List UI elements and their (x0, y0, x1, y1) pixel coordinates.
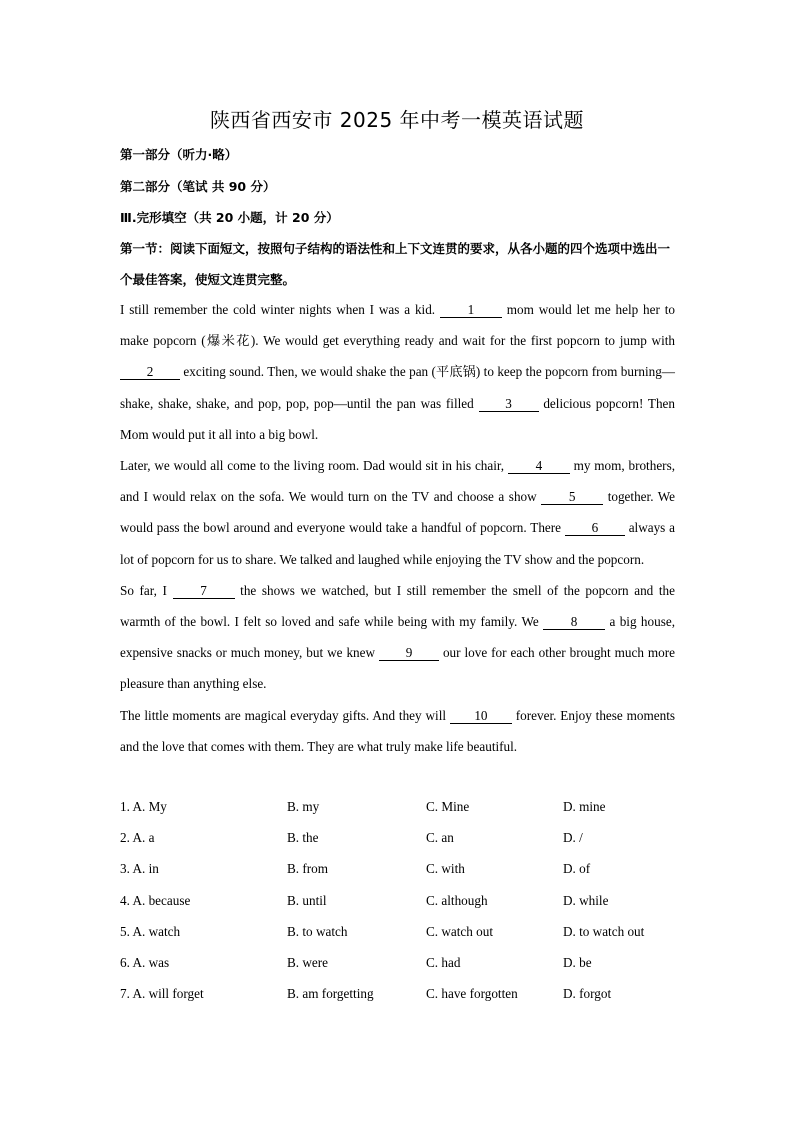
option-b: B. to watch (287, 923, 348, 939)
passage (120, 294, 675, 762)
blank-1: 1 (440, 303, 502, 318)
option-row-4 (120, 887, 680, 918)
option-a: 3. A. in (120, 861, 159, 877)
passage-text: our love for each other brought much more pleasure than anything else. (120, 645, 675, 692)
part2-heading: 第二部分（笔试 共 90 分） (120, 179, 276, 194)
passage-paragraph-3 (120, 575, 675, 700)
blank-6: 6 (565, 521, 625, 536)
passage-text: So far, I (120, 582, 173, 598)
option-d: D. / (563, 830, 583, 846)
option-b: B. from (287, 861, 329, 877)
passage-text: together. We would pass the bowl around and everyone would take a handful of popcorn. There (120, 489, 676, 536)
option-a: 5. A. watch (120, 923, 181, 939)
part1-heading: 第一部分（听力·略） (120, 147, 238, 162)
option-row-6 (120, 949, 680, 980)
page-title: 陕西省西安市 2025 年中考一模英语试题 (209, 108, 585, 132)
option-d: D. be (563, 954, 592, 970)
passage-text: a big house, expensive snacks or much money, but we knew (120, 614, 675, 661)
passage-paragraph-1 (120, 294, 675, 450)
option-row-5 (120, 918, 680, 949)
section3-heading: Ⅲ.完形填空（共 20 小题，计 20 分） (120, 210, 339, 225)
option-b: B. my (287, 799, 320, 814)
option-row-3 (120, 855, 680, 886)
option-b: B. until (287, 892, 327, 908)
blank-10: 10 (450, 709, 512, 724)
option-d: D. while (563, 892, 609, 908)
blank-5: 5 (541, 490, 603, 505)
option-a: 2. A. a (120, 830, 155, 846)
option-a: 4. A. because (120, 892, 191, 908)
option-d: D. to watch out (563, 923, 645, 939)
passage-text: always a lot of popcorn for us to share. We talked and laughed while enjoying the TV show and the popcorn. (120, 520, 675, 567)
passage-text: forever. Enjoy these moments and the love that comes with them. They are what truly make life beautiful. (120, 707, 675, 754)
option-a: 1. A. My (120, 799, 167, 814)
passage-text: exciting sound. Then, we would shake the pan (平底锅) to keep the popcorn from burning— shake, shake, shake, and pop, pop, pop—until the pan was filled (120, 364, 675, 411)
options-list (120, 793, 680, 1011)
passage-text: mom would let me help her to make popcorn (爆米花). We would get everything ready and wait for the first popcorn to jump with (120, 302, 675, 349)
blank-2: 2 (120, 365, 180, 380)
option-a: 7. A. will forget (120, 986, 204, 1002)
blank-4: 4 (508, 459, 570, 474)
passage-text: my mom, brothers, and I would relax on the sofa. We would turn on the TV and choose a show (120, 458, 675, 505)
passage-paragraph-4 (120, 700, 675, 762)
option-row-7 (120, 980, 680, 1011)
option-b: B. the (287, 830, 319, 846)
passage-text: Later, we would all come to the living room. Dad would sit in his chair, (120, 458, 508, 474)
option-a: 6. A. was (120, 954, 170, 970)
option-c: C. have forgotten (426, 986, 518, 1002)
option-c: C. watch out (426, 923, 494, 939)
option-row-1 (120, 793, 680, 824)
passage-text: the shows we watched, but I still remember the smell of the popcorn and the warmth of the bowl. I felt so loved and safe while being with my family. We (120, 582, 675, 630)
option-b: B. am forgetting (287, 986, 374, 1002)
passage-text: I still remember the cold winter nights when I was a kid. (120, 302, 440, 317)
option-c: C. although (426, 892, 488, 908)
blank-7: 7 (173, 584, 235, 599)
instruction-text: 第一节：阅读下面短文，按照句子结构的语法性和上下文连贯的要求，从各小题的四个选项中选出一个最佳答案，使短文连贯完整。 (120, 241, 671, 287)
option-c: C. with (426, 861, 465, 877)
passage-paragraph-2 (120, 450, 675, 575)
blank-8: 8 (543, 615, 605, 630)
passage-text: The little moments are magical everyday gifts. And they will (120, 707, 450, 723)
blank-9: 9 (379, 646, 439, 661)
option-d: D. forgot (563, 986, 612, 1002)
option-c: C. Mine (426, 799, 470, 814)
option-d: D. mine (563, 799, 606, 814)
option-d: D. of (563, 861, 591, 877)
passage-text: delicious popcorn! Then Mom would put it all into a big bowl. (120, 395, 676, 442)
option-c: C. an (426, 830, 454, 846)
option-row-2 (120, 824, 680, 855)
option-c: C. had (426, 954, 461, 970)
option-b: B. were (287, 954, 329, 970)
blank-3: 3 (479, 397, 539, 412)
